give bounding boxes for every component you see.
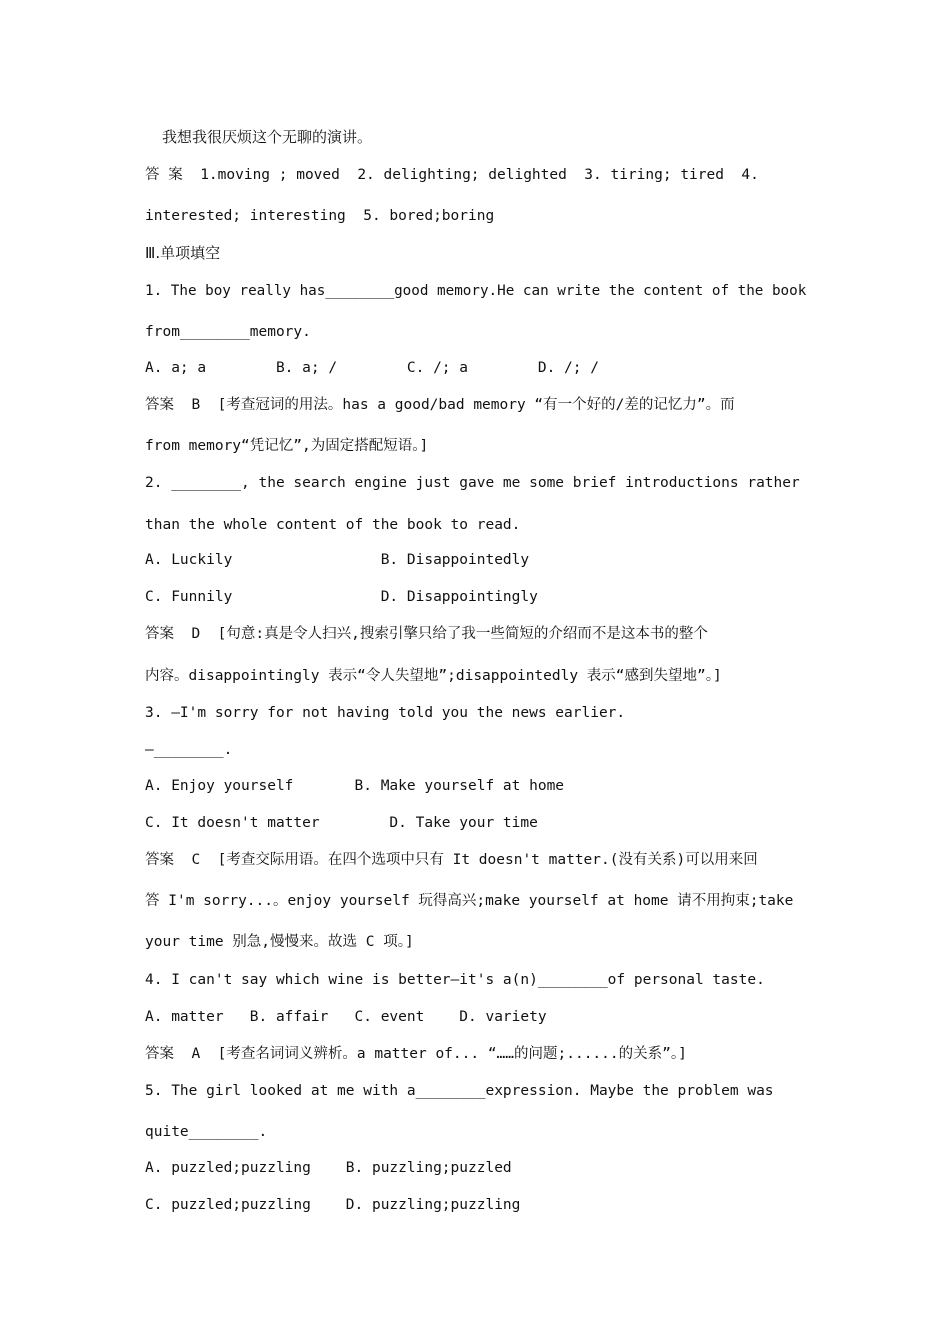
question-5-stem-line-1: 5. The girl looked at me with a________expression. Maybe the problem was <box>145 1083 774 1099</box>
question-3-options-line-1: A. Enjoy yourself B. Make yourself at home <box>145 778 565 794</box>
question-5-options-line-1: A. puzzled;puzzling B. puzzling;puzzled <box>145 1160 512 1176</box>
question-5-options-line-2: C. puzzled;puzzling D. puzzling;puzzling <box>145 1197 521 1213</box>
question-3-stem-line-2: —________. <box>145 742 233 758</box>
question-3-answer-line-1: 答案 C [考查交际用语。在四个选项中只有 It doesn't matter.(没有关系)可以用来回 <box>145 852 758 868</box>
question-2-options-line-2: C. Funnily D. Disappointingly <box>145 589 538 605</box>
question-3-options-line-2: C. It doesn't matter D. Take your time <box>145 815 538 831</box>
question-1-stem-line-2: from________memory. <box>145 324 311 340</box>
question-3-answer-line-2: 答 I'm sorry...。enjoy yourself 玩得高兴;make yourself at home 请不用拘束;take <box>145 893 794 909</box>
question-2-stem-line-1: 2. ________, the search engine just gave me some brief introductions rather <box>145 475 800 491</box>
question-5-stem-line-2: quite________. <box>145 1124 268 1140</box>
question-4-answer-line-1: 答案 A [考查名词词义辨析。a matter of... “……的问题;......的关系”。] <box>145 1046 687 1062</box>
translation-line: 我想我很厌烦这个无聊的演讲。 <box>162 128 373 146</box>
question-3-answer-line-3: your time 别急,慢慢来。故选 C 项。] <box>145 934 414 950</box>
question-1-answer-line-2: from memory“凭记忆”,为固定搭配短语。] <box>145 438 429 454</box>
question-1-stem-line-1: 1. The boy really has________good memory.He can write the content of the book <box>145 283 807 299</box>
question-2-answer-line-1: 答案 D [句意:真是令人扫兴,搜索引擎只给了我一些简短的介绍而不是这本书的整个 <box>145 626 708 642</box>
question-4-stem-line-1: 4. I can't say which wine is better—it's a(n)________of personal taste. <box>145 972 765 988</box>
question-4-options: A. matter B. affair C. event D. variety <box>145 1009 547 1025</box>
question-3-stem-line-1: 3. —I'm sorry for not having told you the news earlier. <box>145 705 626 721</box>
question-2-stem-line-2: than the whole content of the book to read. <box>145 517 521 533</box>
question-2-options-line-1: A. Luckily B. Disappointedly <box>145 552 530 568</box>
question-1-answer-line-1: 答案 B [考查冠词的用法。has a good/bad memory “有一个好的/差的记忆力”。而 <box>145 397 735 413</box>
prev-answer-line-2: interested; interesting 5. bored;boring <box>145 208 495 224</box>
question-1-options: A. a; a B. a; / C. /; a D. /; / <box>145 360 599 376</box>
prev-answer-line-1: 答 案 1.moving ; moved 2. delighting; delighted 3. tiring; tired 4. <box>145 167 759 183</box>
question-2-answer-line-2: 内容。disappointingly 表示“令人失望地”;disappointedly 表示“感到失望地”。] <box>145 668 722 684</box>
section-title: Ⅲ.单项填空 <box>145 244 221 262</box>
